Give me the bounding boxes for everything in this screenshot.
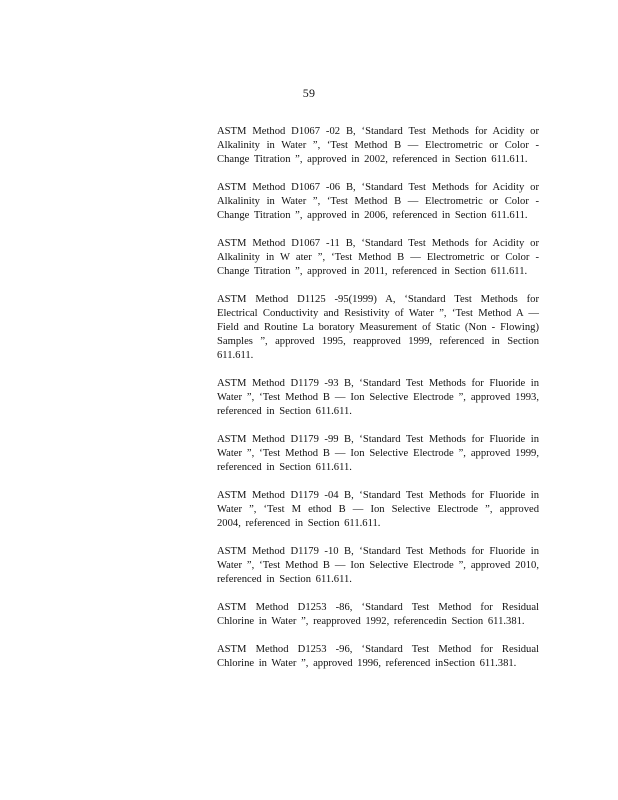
reference-entry: ASTM Method D1179 -10 B, ‘Standard Test Methods for Fluoride in Water ”, ‘Test Method B — Ion Selective Electrode ”, approved 2010, referenced in Section 611.611. [217,546,539,585]
reference-entry: ASTM Method D1125 -95(1999) A, ‘Standard Test Methods for Electrical Conductivity and Resistivity of Water ”, ‘Test Method A — Field and Routine La boratory Measurement of Static (Non - Flowing) Samples ”, approved 1995, reapproved 1999, referenced in Section 611.611. [217,294,539,361]
reference-entry: ASTM Method D1253 -96, ‘Standard Test Method for Residual Chlorine in Water ”, approved 1996, referenced inSection 611.381. [217,644,539,669]
reference-entry: ASTM Method D1179 -93 B, ‘Standard Test Methods for Fluoride in Water ”, ‘Test Method B — Ion Selective Electrode ”, approved 1993, referenced in Section 611.611. [217,378,539,417]
reference-entry: ASTM Method D1067 -11 B, ‘Standard Test Methods for Acidity or Alkalinity in W ater ”, ‘Test Method B — Electrometric or Color - Change Titration ”, approved in 2011, referenced in Section 611.611. [217,238,539,277]
reference-list [217,125,539,685]
reference-entry: ASTM Method D1253 -86, ‘Standard Test Method for Residual Chlorine in Water ”, reapproved 1992, referencedin Section 611.381. [217,602,539,627]
reference-entry: ASTM Method D1179 -99 B, ‘Standard Test Methods for Fluoride in Water ”, ‘Test Method B — Ion Selective Electrode ”, approved 1999, referenced in Section 611.611. [217,434,539,473]
page-number: 59 [302,86,316,100]
reference-entry: ASTM Method D1179 -04 B, ‘Standard Test Methods for Fluoride in Water ”, ‘Test M ethod B — Ion Selective Electrode ”, approved 2004, referenced in Section 611.611. [217,490,539,529]
reference-entry: ASTM Method D1067 -02 B, ‘Standard Test Methods for Acidity or Alkalinity in Water ”, ‘Test Method B — Electrometric or Color - Change Titration ”, approved in 2002, referenced in Section 611.611. [217,126,539,165]
reference-entry: ASTM Method D1067 -06 B, ‘Standard Test Methods for Acidity or Alkalinity in Water ”, ‘Test Method B — Electrometric or Color - Change Titration ”, approved in 2006, referenced in Section 611.611. [217,182,539,221]
